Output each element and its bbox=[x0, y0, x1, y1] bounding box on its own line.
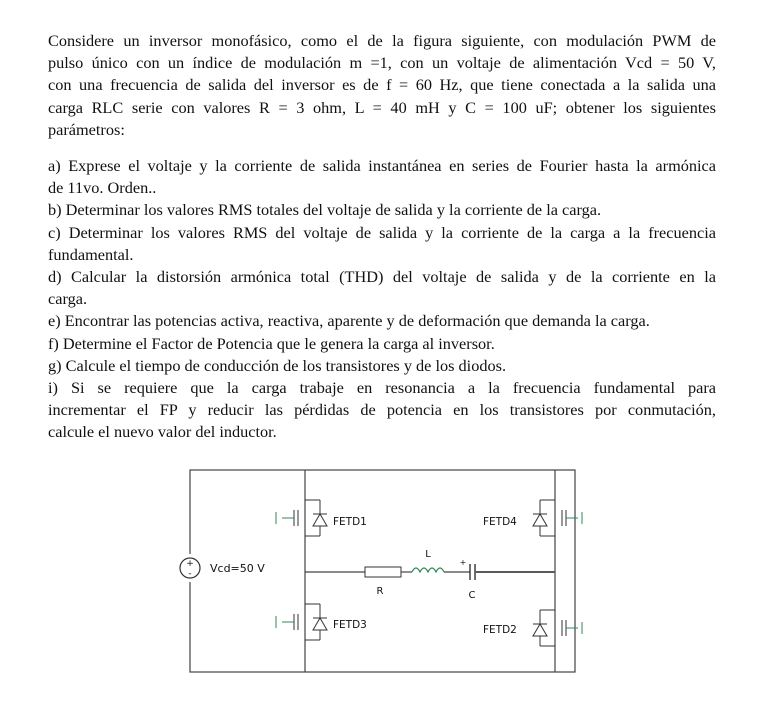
intro-line: carga RLC serie con valores R = 3 ohm, L = 40 mH y C = 100 uF; obtener los siguientes bbox=[48, 97, 716, 117]
fetd1-label: FETD1 bbox=[333, 516, 367, 528]
item-g-line: g) Calcule el tiempo de conducción de los transistores y de los diodos. bbox=[48, 355, 507, 375]
intro-line: Considere un inversor monofásico, como el de la figura siguiente, con modulación PWM de bbox=[48, 31, 716, 50]
item-a-line: a) Exprese el voltaje y la corriente de salida instantánea en series de Fourier hasta la armónica bbox=[48, 156, 716, 176]
source-plus-sign: + bbox=[186, 559, 194, 569]
item-b-line: b) Determinar los valores RMS totales del voltaje de salida y la corriente de la carga. bbox=[48, 200, 602, 220]
intro-line: con una frecuencia de salida del inversor es de f = 60 Hz, que tiene conectada a la salida una bbox=[48, 75, 716, 95]
intro-line: parámetros: bbox=[48, 119, 125, 139]
fetd2-label: FETD2 bbox=[483, 624, 517, 636]
item-f-line: f) Determine el Factor de Potencia que le genera la carga al inversor. bbox=[48, 333, 495, 353]
dc-source bbox=[180, 554, 200, 582]
item-d-line: d) Calcular la distorsión armónica total (THD) del voltaje de salida y de la corriente en la bbox=[48, 267, 716, 287]
item-c-line: c) Determinar los valores RMS del voltaje de salida y la corriente de la carga a la frecuencia bbox=[48, 222, 716, 242]
item-e-line: e) Encontrar las potencias activa, reactiva, aparente y de deformación que demanda la carga. bbox=[48, 311, 650, 331]
questions-list bbox=[48, 155, 716, 444]
source-label: Vcd=50 V bbox=[210, 562, 265, 575]
item-i-line: i) Si se requiere que la carga trabaje en resonancia a la frecuencia fundamental para bbox=[48, 378, 716, 398]
switch-fetd3 bbox=[276, 604, 327, 640]
item-i-line: calcule el nuevo valor del inductor. bbox=[48, 422, 277, 442]
item-d-line: carga. bbox=[48, 289, 88, 309]
item-i-line: incrementar el FP y reducir las pérdidas de potencia en los transistores por conmutación, bbox=[48, 400, 716, 420]
inductor-label: L bbox=[425, 549, 431, 560]
resistor-symbol bbox=[365, 567, 401, 577]
resistor-label: R bbox=[376, 586, 384, 597]
capacitor-plus-sign: + bbox=[459, 558, 467, 567]
problem-statement bbox=[48, 30, 716, 444]
intro-line: pulso único con un índice de modulación m =1, con un voltaje de alimentación Vcd = 50 V, bbox=[48, 53, 716, 73]
switch-fetd1 bbox=[276, 500, 327, 536]
inductor-symbol bbox=[412, 568, 444, 572]
fetd4-label: FETD4 bbox=[483, 516, 517, 528]
capacitor-label: C bbox=[468, 590, 476, 601]
item-c-line: fundamental. bbox=[48, 244, 134, 264]
fetd3-label: FETD3 bbox=[333, 619, 367, 631]
source-minus-sign: - bbox=[188, 569, 192, 579]
inverter-circuit-diagram bbox=[170, 462, 590, 682]
item-a-line: de 11vo. Orden.. bbox=[48, 178, 157, 198]
intro-paragraph bbox=[48, 30, 716, 141]
